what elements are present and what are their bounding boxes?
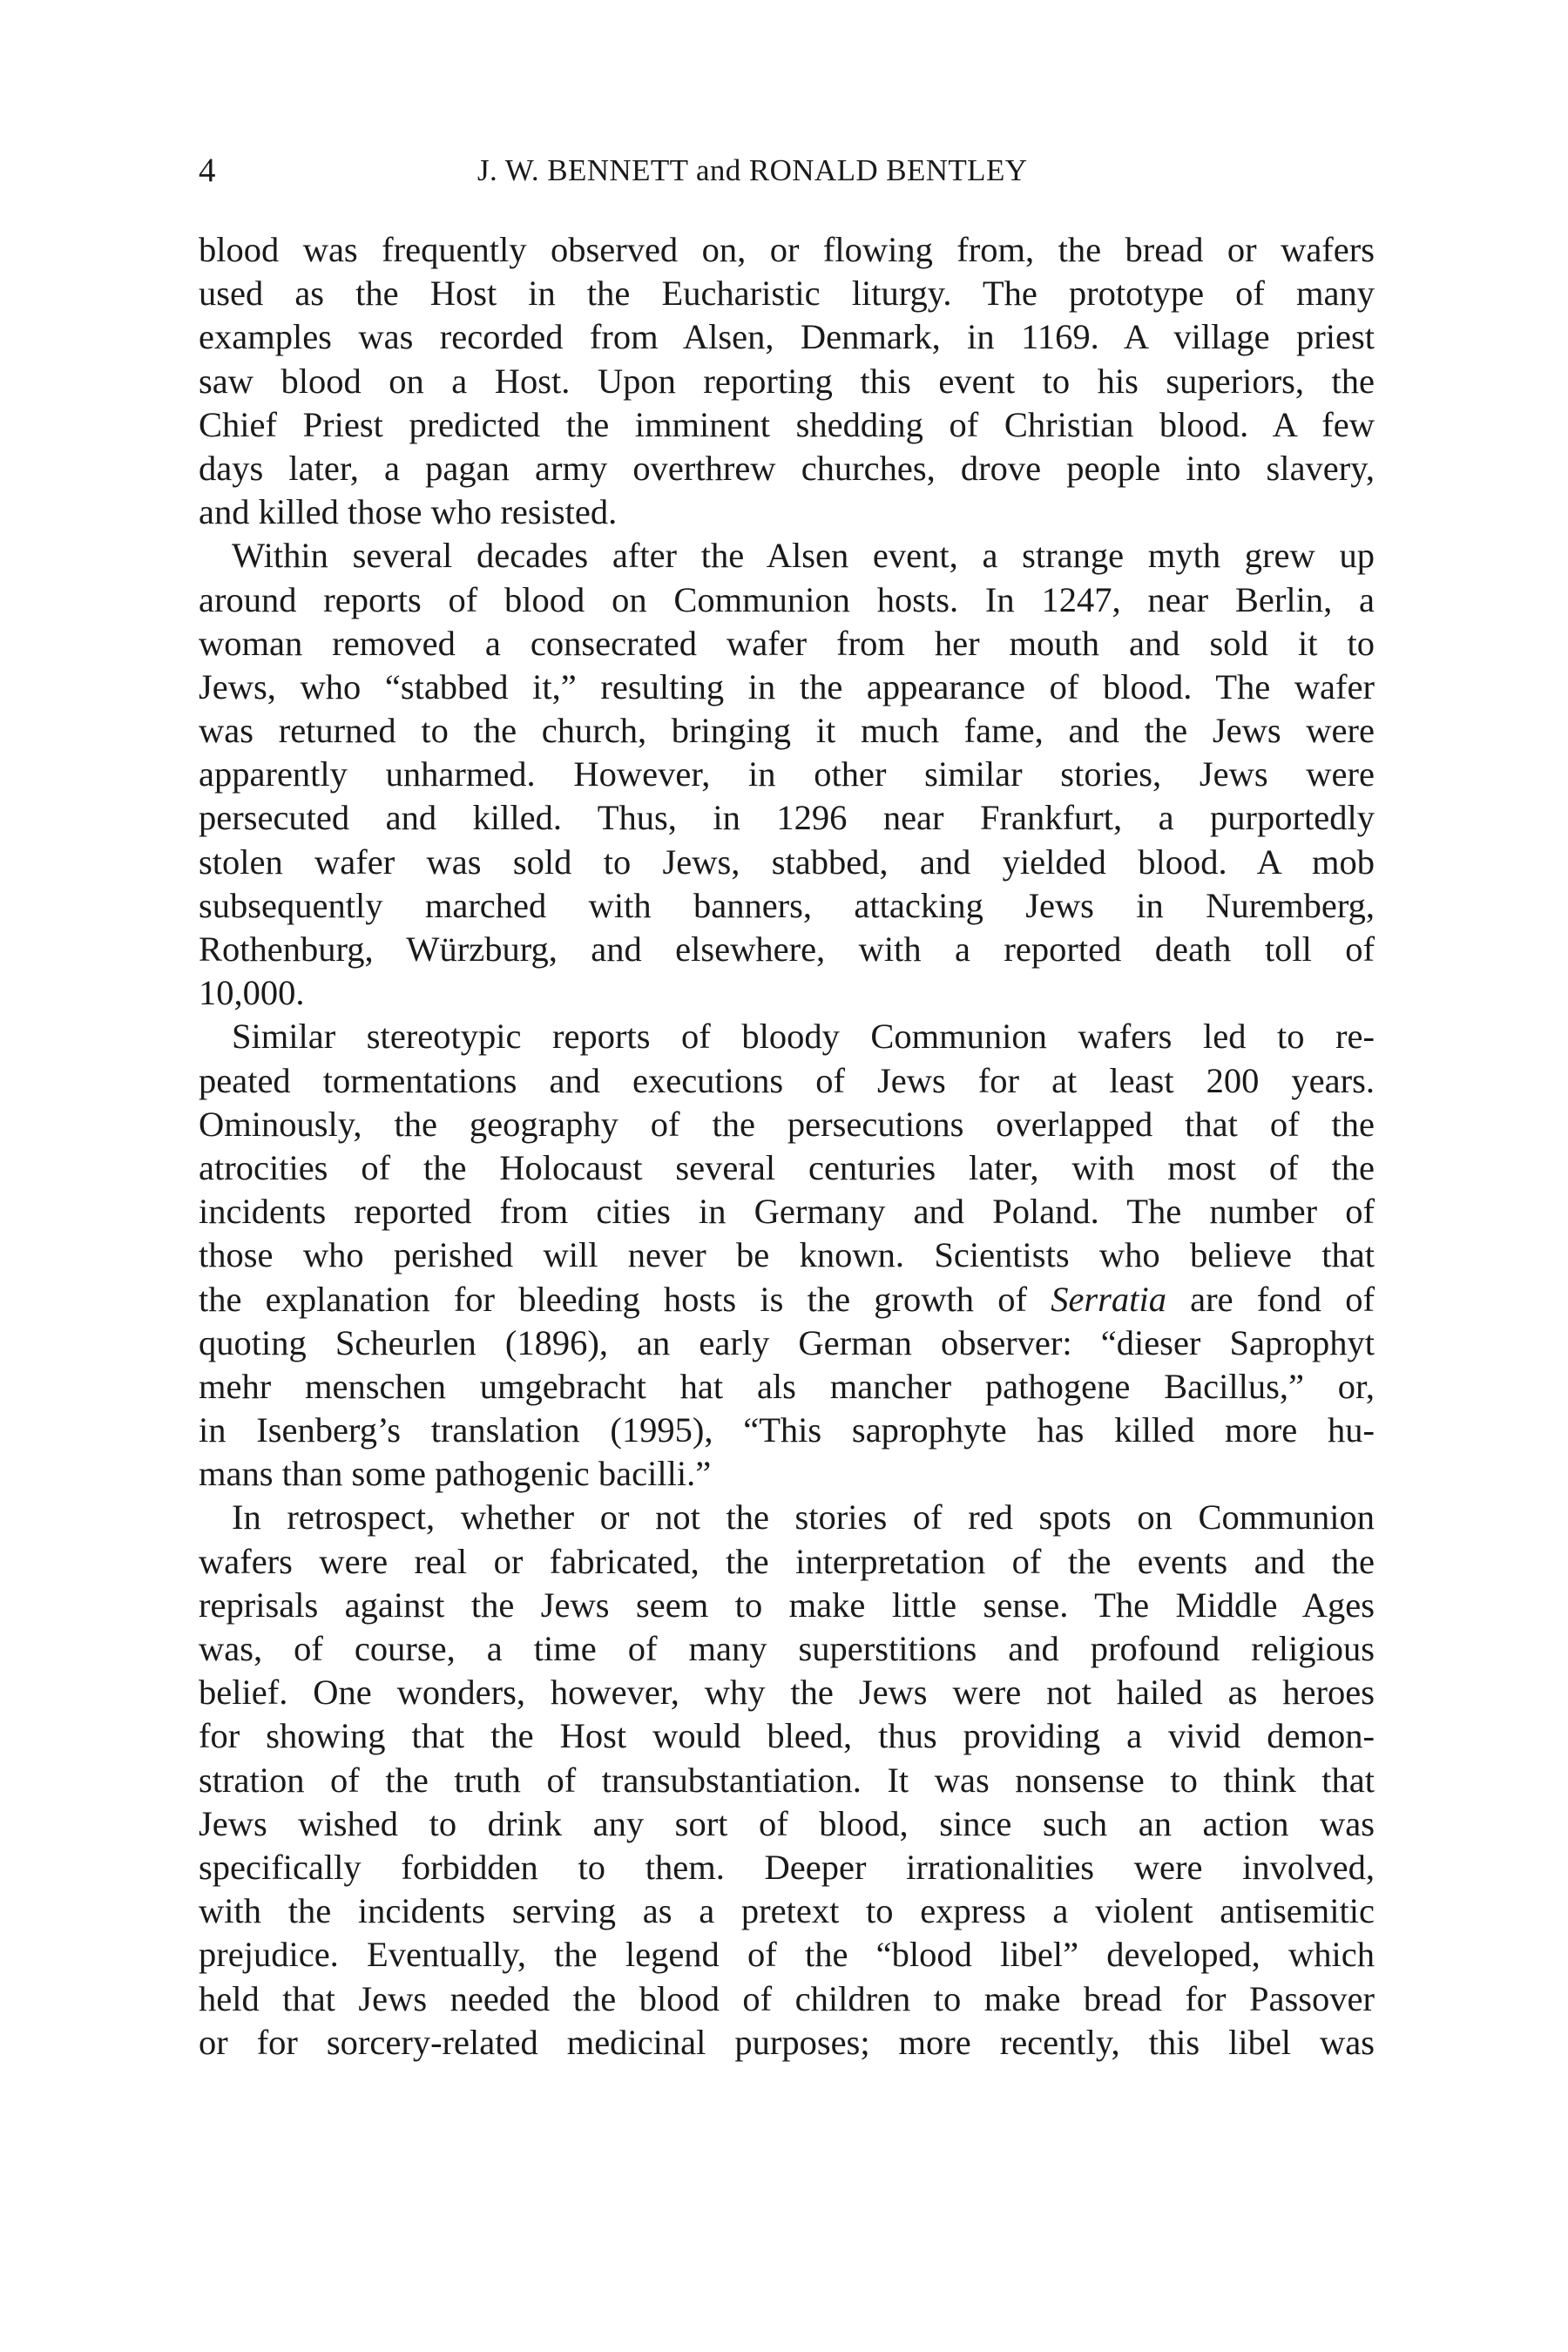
text-line: subsequently marched with banners, attacking Jews in Nuremberg,	[199, 885, 1375, 925]
text-line: saw blood on a Host. Upon reporting this event to his superiors, the	[199, 361, 1375, 401]
running-head-authors: J. W. BENNETT and RONALD BENTLEY	[477, 153, 1028, 187]
text-line: in Isenberg’s translation (1995), “This saprophyte has killed more hu-	[199, 1410, 1375, 1450]
text-line: Jews, who “stabbed it,” resulting in the appearance of blood. The wafer	[199, 666, 1375, 706]
text-line: prejudice. Eventually, the legend of the “blood libel” developed, which	[199, 1935, 1375, 1975]
text-line: belief. One wonders, however, why the Jews were not hailed as heroes	[199, 1673, 1375, 1713]
text-line: those who perished will never be known. Scientists who believe that	[199, 1235, 1375, 1275]
text-line: the explanation for bleeding hosts is the growth of Serratia are fond of	[199, 1279, 1375, 1319]
text-line: days later, a pagan army overthrew churches, drove people into slavery,	[199, 448, 1375, 488]
text-line: In retrospect, whether or not the stories of red spots on Communion	[232, 1497, 1375, 1538]
paragraph	[199, 228, 1375, 534]
text-line: wafers were real or fabricated, the interpretation of the events and the	[199, 1541, 1375, 1581]
text-line: apparently unharmed. However, in other similar stories, Jews were	[199, 754, 1375, 794]
text-line: 10,000.	[199, 973, 305, 1013]
text-line: Within several decades after the Alsen event, a strange myth grew up	[232, 536, 1375, 576]
text-line: stration of the truth of transubstantiation. It was nonsense to think that	[199, 1760, 1375, 1800]
text-line: or for sorcery-related medicinal purposes; more recently, this libel was	[199, 2022, 1375, 2062]
text-line: reprisals against the Jews seem to make little sense. The Middle Ages	[199, 1585, 1375, 1625]
text-line: and killed those who resisted.	[199, 492, 618, 532]
text-line: Ominously, the geography of the persecutions overlapped that of the	[199, 1104, 1375, 1144]
text-line: specifically forbidden to them. Deeper irrationalities were involved,	[199, 1847, 1375, 1887]
text-line: was returned to the church, bringing it much fame, and the Jews were	[199, 711, 1375, 751]
page-number: 4	[199, 152, 216, 189]
text-line: mehr menschen umgebracht hat als mancher pathogene Bacillus,” or,	[199, 1366, 1375, 1406]
italic-genus-name: Serratia	[1051, 1279, 1166, 1319]
text-line: peated tormentations and executions of Jews for at least 200 years.	[199, 1060, 1375, 1100]
text-line: atrocities of the Holocaust several centuries later, with most of the	[199, 1147, 1375, 1187]
text-line: Similar stereotypic reports of bloody Communion wafers led to re-	[232, 1017, 1375, 1057]
text-line: examples was recorded from Alsen, Denmark, in 1169. A village priest	[199, 317, 1375, 357]
text-line: around reports of blood on Communion hosts. In 1247, near Berlin, a	[199, 579, 1375, 619]
text-line: for showing that the Host would bleed, thus providing a vivid demon-	[199, 1716, 1375, 1756]
text-line: quoting Scheurlen (1896), an early German observer: “dieser Saprophyt	[199, 1322, 1375, 1362]
text-line: Chief Priest predicted the imminent shedding of Christian blood. A few	[199, 404, 1375, 444]
text-line: stolen wafer was sold to Jews, stabbed, and yielded blood. A mob	[199, 841, 1375, 882]
text-line: woman removed a consecrated wafer from her mouth and sold it to	[199, 623, 1375, 663]
text-line: Rothenburg, Würzburg, and elsewhere, with a reported death toll of	[199, 929, 1375, 969]
text-line: persecuted and killed. Thus, in 1296 near Frankfurt, a purportedly	[199, 798, 1375, 838]
text-line: was, of course, a time of many superstitions and profound religious	[199, 1629, 1375, 1668]
running-head	[199, 146, 1375, 195]
paragraph	[199, 534, 1375, 1015]
text-line: used as the Host in the Eucharistic liturgy. The prototype of many	[199, 274, 1375, 314]
text-line: with the incidents serving as a pretext to express a violent antisemitic	[199, 1891, 1375, 1931]
text-line: mans than some pathogenic bacilli.”	[199, 1454, 712, 1494]
paragraph	[199, 1015, 1375, 1496]
paragraph	[199, 1496, 1375, 2064]
text-line: held that Jews needed the blood of children to make bread for Passover	[199, 1978, 1375, 2018]
text-line: Jews wished to drink any sort of blood, since such an action was	[199, 1803, 1375, 1843]
body-text	[199, 228, 1375, 2065]
text-line: incidents reported from cities in Germany and Poland. The number of	[199, 1192, 1375, 1232]
text-line: blood was frequently observed on, or flowing from, the bread or wafers	[199, 230, 1375, 269]
